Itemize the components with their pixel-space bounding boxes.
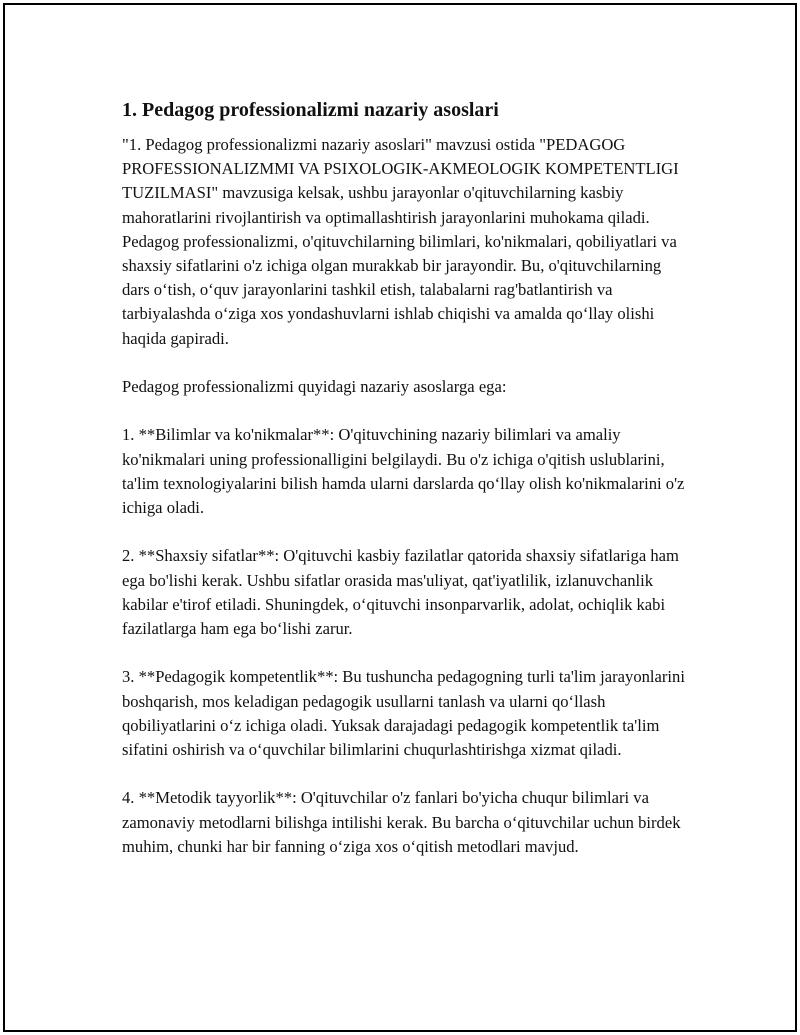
intro-paragraph: "1. Pedagog professionalizmi nazariy asoslari" mavzusi ostida "PEDAGOG PROFESSIONALIZMMI VA PSIXOLOGIK-AKMEOLOGIK KOMPETENTLIGI TUZILMASI" mavzusiga kelsak, ushbu jarayonlar o'qituvchilarning kasbiy mahoratlarini rivojlantirish va optimallashtirish jarayonlarini muhokama qiladi. Pedagog professionalizmi, o'qituvchilarning bilimlari, ko'nikmalari, qobiliyatlari va shaxsiy sifatlarini o'z ichiga olgan murakkab bir jarayondir. Bu, o'qituvchilarning dars o‘tish, o‘quv jarayonlarini tashkil etish, talabalarni rag'batlantirish va tarbiyalashda o‘ziga xos yondashuvlarni ishlab chiqishi va amalda qo‘llay olishi haqida gapiradi. <box>122 135 679 348</box>
document-title: 1. Pedagog professionalizmi nazariy asoslari <box>122 99 499 121</box>
list-item-knowledge-skills: 1. **Bilimlar va ko'nikmalar**: O'qituvchining nazariy bilimlari va amaliy ko'nikmalari uning professionalligini belgilaydi. Bu o'z ichiga o'qitish uslublarini, ta'lim texnologiyalarini bilish hamda ularni darslarda qo‘llay olish ko'nikmalarini o'z ichiga oladi. <box>122 425 685 518</box>
page-frame <box>3 3 797 1032</box>
list-item-pedagogical-competence: 3. **Pedagogik kompetentlik**: Bu tushuncha pedagogning turli ta'lim jarayonlarini boshqarish, mos keladigan pedagogik usullarni tanlash va ularni qo‘llash qobiliyatlarini o‘z ichiga oladi. Yuksak darajadagi pedagogik kompetentlik ta'lim sifatini oshirish va o‘quvchilar bilimlarini chuqurlashtirishga xizmat qiladi. <box>122 667 685 760</box>
list-intro-paragraph: Pedagog professionalizmi quyidagi nazariy asoslarga ega: <box>122 377 507 397</box>
list-item-methodical-readiness: 4. **Metodik tayyorlik**: O'qituvchilar o'z fanlari bo'yicha chuqur bilimlari va zamonaviy metodlarni bilishga intilishi kerak. Bu barcha o‘qituvchilar uchun birdek muhim, chunki har bir fanning o‘ziga xos o‘qitish metodlari mavjud. <box>122 788 681 856</box>
document-body <box>122 97 692 883</box>
list-item-personal-qualities: 2. **Shaxsiy sifatlar**: O'qituvchi kasbiy fazilatlar qatorida shaxsiy sifatlariga ham ega bo'lishi kerak. Ushbu sifatlar orasida mas'uliyat, qat'iyatlilik, izlanuvchanlik kabilar e'tirof etiladi. Shuningdek, o‘qituvchi insonparvarlik, adolat, ochiqlik kabi fazilatlarga ham ega bo‘lishi zarur. <box>122 546 679 639</box>
